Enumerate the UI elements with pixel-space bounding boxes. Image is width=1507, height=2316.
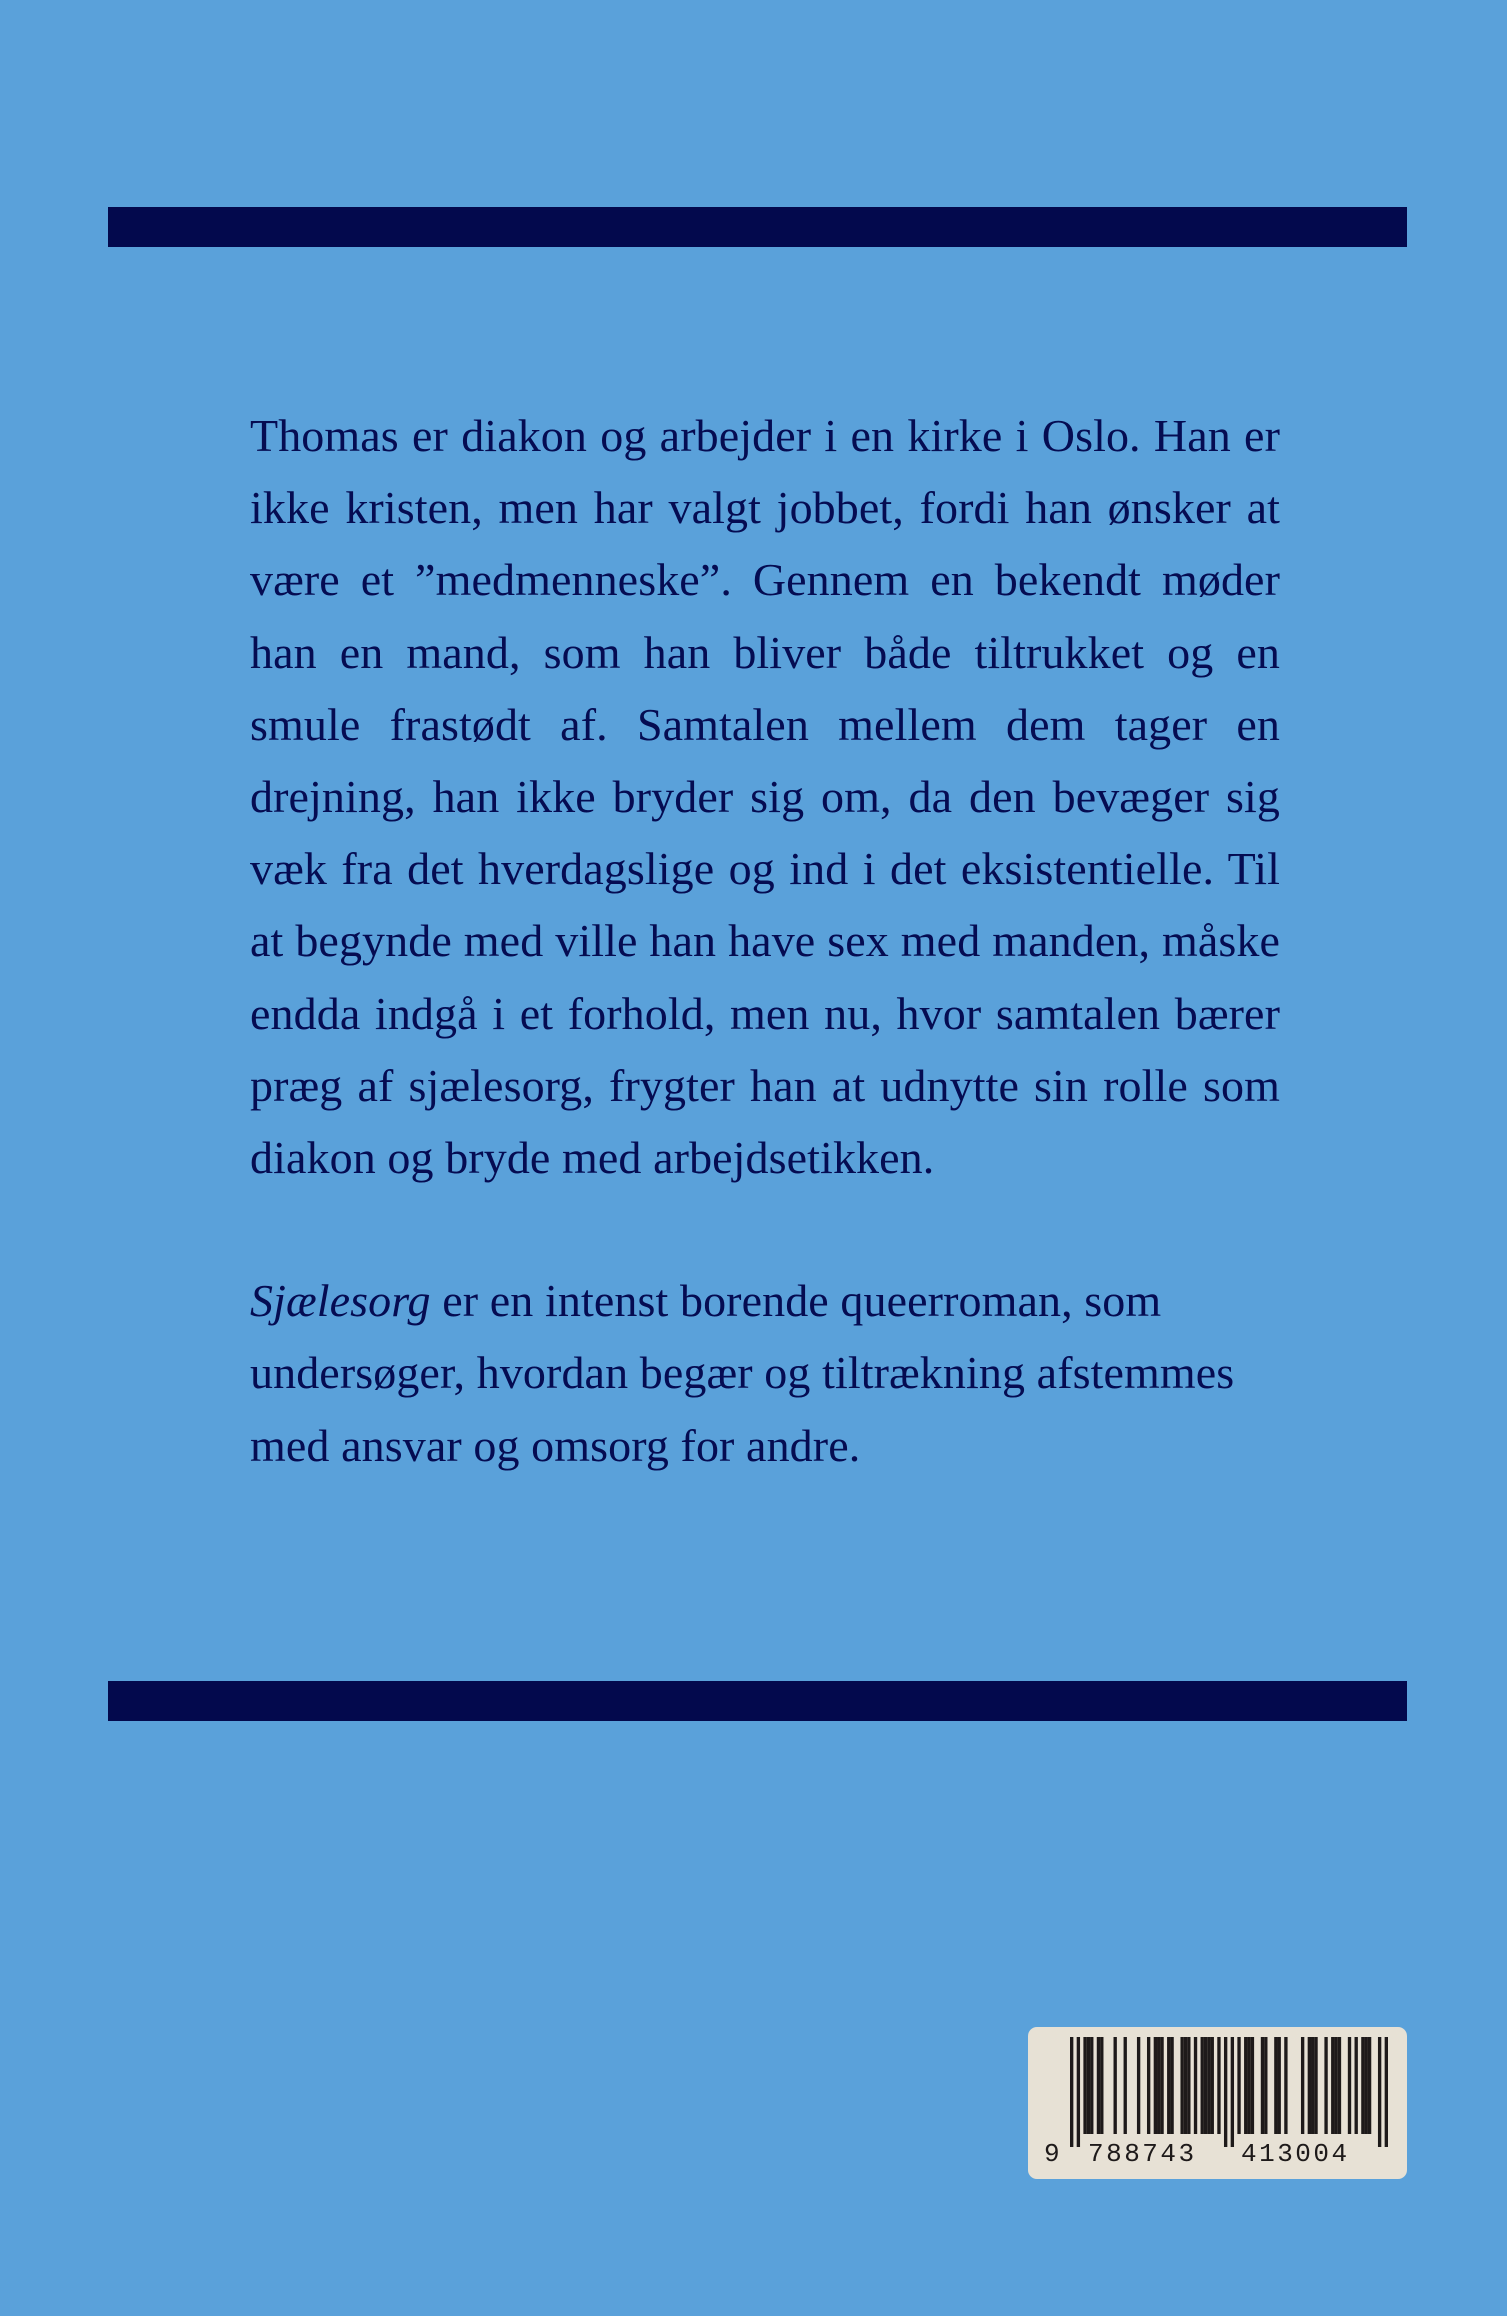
barcode-bar	[1194, 2037, 1197, 2134]
barcode-bar	[1167, 2037, 1170, 2134]
barcode-bar	[1077, 2037, 1080, 2147]
barcode-bar	[1231, 2037, 1234, 2147]
barcode-bar	[1261, 2037, 1264, 2134]
barcode-bar	[1274, 2037, 1277, 2134]
barcode-bar	[1087, 2037, 1090, 2134]
barcode-bar	[1338, 2037, 1341, 2134]
barcode-bar	[1264, 2037, 1267, 2134]
barcode-bar	[1368, 2037, 1371, 2134]
barcode-bars	[1070, 2037, 1388, 2147]
barcode-bar	[1083, 2037, 1086, 2134]
bottom-rule	[108, 1681, 1407, 1721]
barcode-bar	[1154, 2037, 1157, 2134]
top-rule	[108, 207, 1407, 247]
barcode-bar	[1278, 2037, 1281, 2134]
barcode-first-digit: 9	[1044, 2139, 1060, 2169]
isbn-barcode	[1028, 2027, 1407, 2179]
barcode-bar	[1247, 2037, 1250, 2134]
barcode-bar	[1211, 2037, 1214, 2134]
barcode-bar	[1334, 2037, 1337, 2134]
barcode-bar	[1070, 2037, 1073, 2147]
barcode-bar	[1331, 2037, 1334, 2134]
blurb-paragraph-2-rest: er en intenst borende queerroman, som undersøger, hvordan begær og tiltrækning afstemmes med ansvar og omsorg for andre.	[250, 1275, 1235, 1471]
barcode-bar	[1180, 2037, 1183, 2134]
barcode-bar	[1201, 2037, 1204, 2134]
blurb-paragraph-2	[250, 1265, 1280, 1482]
barcode-bar	[1224, 2037, 1227, 2147]
barcode-bar	[1207, 2037, 1210, 2134]
barcode-bar	[1311, 2037, 1314, 2134]
barcode-bar	[1160, 2037, 1163, 2134]
barcode-bar	[1355, 2037, 1358, 2134]
barcode-bar	[1237, 2037, 1240, 2134]
barcode-bar	[1217, 2037, 1220, 2134]
barcode-bar	[1251, 2037, 1254, 2134]
barcode-bar	[1137, 2037, 1140, 2134]
barcode-bar	[1157, 2037, 1160, 2134]
barcode-bar	[1365, 2037, 1368, 2134]
blurb-paragraph-1: Thomas er diakon og arbejder i en kirke i Oslo. Han er ikke kristen, men har valgt jobbet, fordi han ønsker at være et ”medmenneske”. Gennem en bekendt møder han en mand, som han bliver både tiltrukket og en smule frastødt af. Samtalen mellem dem tager en drejning, han ikke bryder sig om, da den bevæger sig væk fra det hverdagslige og ind i det eksistentielle. Til at begynde med ville han have sex med manden, måske endda indgå i et forhold, men nu, hvor samtalen bærer præg af sjælesorg, frygter han at udnytte sin rolle som diakon og bryde med arbejdsetikken.	[250, 410, 1280, 1184]
barcode-bar	[1361, 2037, 1364, 2134]
barcode-bar	[1244, 2037, 1247, 2134]
barcode-bar	[1097, 2037, 1100, 2134]
barcode-bar	[1348, 2037, 1351, 2134]
barcode-bar	[1314, 2037, 1317, 2134]
barcode-bar	[1147, 2037, 1150, 2134]
barcode-left-digits: 788743	[1088, 2139, 1197, 2169]
barcode-bar	[1385, 2037, 1388, 2147]
barcode-bar	[1124, 2037, 1127, 2134]
barcode-bar	[1090, 2037, 1093, 2134]
barcode-bar	[1187, 2037, 1190, 2134]
barcode-bar	[1100, 2037, 1103, 2134]
barcode-bar	[1378, 2037, 1381, 2147]
barcode-bar	[1308, 2037, 1311, 2134]
barcode-bar	[1184, 2037, 1187, 2134]
barcode-bar	[1114, 2037, 1117, 2134]
blurb-text	[250, 400, 1280, 1482]
barcode-digits	[1044, 2136, 1392, 2172]
barcode-bar	[1170, 2037, 1173, 2134]
barcode-bar	[1301, 2037, 1304, 2134]
barcode-bar	[1324, 2037, 1327, 2134]
book-title: Sjælesorg	[250, 1275, 431, 1327]
barcode-bar	[1284, 2037, 1287, 2134]
barcode-bar	[1204, 2037, 1207, 2134]
barcode-right-digits: 413004	[1241, 2139, 1350, 2169]
